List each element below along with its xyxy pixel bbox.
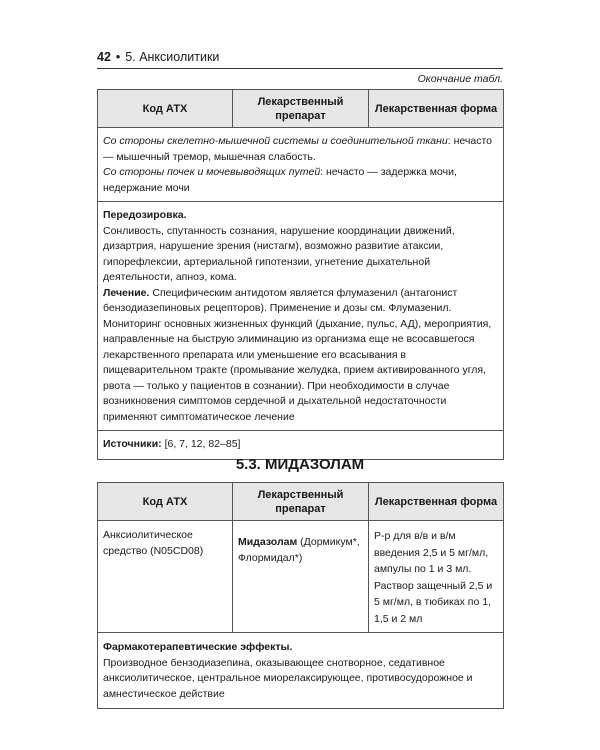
sources-row — [98, 431, 504, 460]
sources-text: [6, 7, 12, 82–85] — [161, 438, 241, 450]
col-header-drug: Лекарственный препарат — [233, 90, 369, 128]
renal-label: Со стороны почек и мочевыводящих путей — [103, 166, 321, 178]
header-rule — [97, 68, 503, 69]
col-header-form: Лекарственная форма — [369, 90, 504, 128]
section-title: 5.3. МИДАЗОЛАМ — [235, 456, 365, 473]
drug-name: Мидазолам — [238, 536, 298, 548]
page-number: 42 — [97, 50, 111, 64]
midazolam-table — [97, 482, 504, 709]
atc-cell: Анксиолитическое средство (N05CD08) — [98, 521, 233, 633]
overdose-title: Передозировка. — [103, 209, 187, 221]
effects-text: Производное бензодиазепина, оказывающее снотворное, седативное анксиолитическое, центральное миорелаксирующее, противосудорожное и амнестическое действие — [103, 656, 473, 700]
table-header-row — [98, 483, 504, 521]
table-header-row — [98, 90, 504, 128]
sources-cell — [98, 431, 504, 460]
col-header-atc: Код АТХ — [98, 483, 233, 521]
running-header — [97, 49, 503, 65]
overdose-cell — [98, 202, 504, 431]
table-continuation-note: Окончание табл. — [417, 73, 503, 85]
drug-trade-names: (Дормикум*, Флормидал*) — [238, 536, 360, 564]
form-cell: Р-р для в/в и в/м введения 2,5 и 5 мг/мл, ампулы по 1 и 3 мл. Раствор защечный 2,5 и 5 мг/мл, в тюбиках по 1, 1,5 и 2 мл — [369, 521, 504, 633]
treatment-text: Специфическим антидотом является флумазенил (антагонист бензодиазепиновых рецепторов). Применение и дозы см. Флумазенил. Мониторинг основных жизненных функций (дыхание, пульс, АД), мероприятия, направленные на быструю элиминацию из организма еще не всосавшегося лекарственного препарата или уменьшение его всасывания в пищеварительном тракте (промывание желудка, прием активированного угля, рвота — только у пациентов в сознании). При необходимости в случае возникновения симптомов сердечной и дыхательной недостаточности применяют симптоматическое лечение — [103, 286, 492, 423]
side-effects-cell — [98, 128, 504, 202]
effects-row — [98, 633, 504, 709]
overdose-text: Сонливость, спутанность сознания, нарушение координации движений, дизартрия, нарушение зрения (нистагм), возможно развитие атаксии, гипорефлексии, артериальной гипотензии, угнетение дыхательной деятельности, апноэ, кома. — [103, 224, 455, 283]
effects-cell — [98, 633, 504, 709]
drug-row — [98, 521, 504, 633]
treatment-label: Лечение. — [103, 286, 150, 299]
renal-text: : нечасто — задержка мочи, недержание мочи — [103, 166, 457, 194]
header-bullet: • — [115, 50, 121, 64]
chapter-title: 5. Анксиолитики — [125, 50, 220, 64]
sources-label: Источники: — [103, 438, 162, 450]
side-effects-row — [98, 128, 504, 202]
col-header-atc: Код АТХ — [98, 90, 233, 128]
col-header-form: Лекарственная форма — [369, 483, 504, 521]
effects-title: Фармакотерапевтические эффекты. — [103, 641, 293, 653]
col-header-drug: Лекарственный препарат — [233, 483, 369, 521]
drug-cell — [233, 521, 369, 633]
musculo-text: : нечасто — мышечный тремор, мышечная слабость. — [103, 135, 492, 163]
overdose-row — [98, 202, 504, 431]
drug-table-continued — [97, 89, 504, 460]
musculo-label: Со стороны скелетно-мышечной системы и соединительной ткани — [103, 135, 448, 147]
